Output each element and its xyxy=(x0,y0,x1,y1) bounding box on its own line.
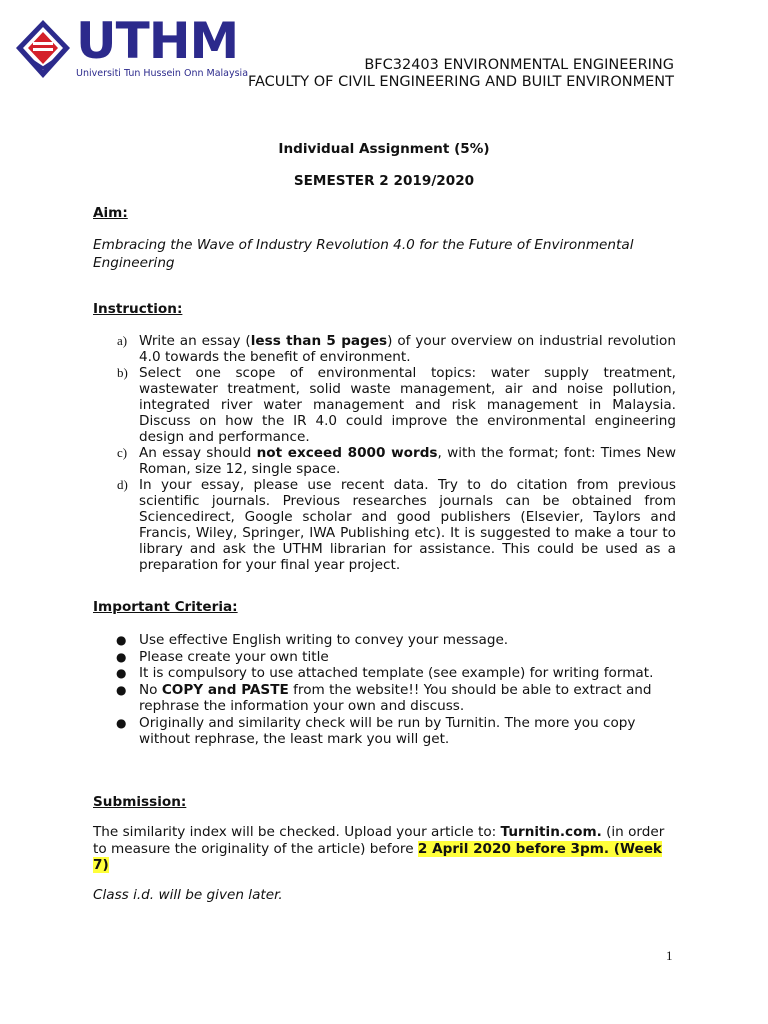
criteria-heading: Important Criteria: xyxy=(93,599,238,615)
submission-text xyxy=(93,824,676,874)
item-text-end: , with the format; font: Times New Roman, size 12, single space. xyxy=(139,445,676,477)
criteria-item xyxy=(93,682,676,715)
deadline-highlight: 2 April 2020 before 3pm. (Week 7) xyxy=(93,840,662,873)
instruction-item xyxy=(93,333,676,365)
list-marker: b) xyxy=(117,365,128,380)
bullet-icon: ● xyxy=(116,666,127,680)
item-text: Select one scope of environmental topics: water supply treatment, wastewater treatment, solid waste management, air and noise pollution, integrated river water management and risk management in Malaysia. Discuss on how the IR 4.0 could improve the environmental engineering design and performance. xyxy=(139,365,676,445)
instruction-list xyxy=(93,333,676,573)
logo-tagline: Universiti Tun Hussein Onn Malaysia xyxy=(76,68,249,79)
bullet-icon: ● xyxy=(116,682,127,697)
item-emphasis: COPY and PASTE xyxy=(161,681,289,698)
faculty-name: FACULTY OF CIVIL ENGINEERING AND BUILT ENVIRONMENT xyxy=(247,74,674,90)
instruction-item xyxy=(93,477,676,573)
bullet-icon: ● xyxy=(116,715,127,730)
list-marker: a) xyxy=(117,333,128,348)
list-marker: d) xyxy=(117,477,128,492)
item-text-end: ) of your overview on industrial revolution 4.0 towards the benefit of environment. xyxy=(139,333,676,365)
semester-label: SEMESTER 2 2019/2020 xyxy=(293,173,475,189)
logo-wordmark: UTHM xyxy=(76,12,239,70)
item-emphasis: not exceed 8000 words xyxy=(256,445,438,461)
list-marker: c) xyxy=(117,445,128,460)
assignment-title: Individual Assignment (5%) xyxy=(278,141,490,157)
item-text: Write an essay ( xyxy=(139,333,251,349)
class-id-note: Class i.d. will be given later. xyxy=(93,887,283,903)
item-text: Use effective English writing to convey your message. xyxy=(139,632,509,648)
uthm-crest-icon xyxy=(14,18,72,80)
item-text: In your essay, please use recent data. Try to do citation from previous scientific journals. Previous researches journals can be obtained from Sciencedirect, Google scholar and good publishers (Elsevier, Taylors and Francis, Wiley, Springer, IWA Publishing etc). It is suggested to make a tour to library and ask the UTHM librarian for assistance. This could be used as a preparation for your final year project. xyxy=(139,477,676,573)
criteria-item xyxy=(93,665,676,682)
instruction-item xyxy=(93,445,676,477)
instruction-item xyxy=(93,365,676,445)
bullet-icon: ● xyxy=(116,649,127,664)
item-text: An essay should xyxy=(139,445,257,461)
item-text: It is compulsory to use attached template (see example) for writing format. xyxy=(139,665,654,681)
course-code-title: BFC32403 ENVIRONMENTAL ENGINEERING xyxy=(364,57,674,73)
criteria-item xyxy=(93,649,676,666)
item-text: Please create your own title xyxy=(139,648,329,665)
criteria-list xyxy=(93,632,676,748)
page-number: 1 xyxy=(666,948,673,963)
submission-text-start: The similarity index will be checked. Upload your article to: xyxy=(93,824,501,840)
bullet-icon: ● xyxy=(116,633,127,647)
criteria-item xyxy=(93,632,676,649)
submission-text-mid: (in order to measure the originality of the article) before xyxy=(93,824,665,857)
criteria-item xyxy=(93,715,676,748)
turnitin-site: Turnitin.com. xyxy=(500,824,602,840)
item-emphasis: less than 5 pages xyxy=(250,333,388,349)
aim-text: Embracing the Wave of Industry Revolution 4.0 for the Future of Environmental Engineering xyxy=(93,237,634,271)
uthm-logo xyxy=(14,12,250,80)
item-text: No xyxy=(139,681,162,698)
item-text: Originally and similarity check will be run by Turnitin. The more you copy without rephrase, the least mark you will get. xyxy=(139,714,636,747)
item-text-end: from the website!! You should be able to extract and rephrase the information your own and discuss. xyxy=(139,681,652,714)
instruction-heading: Instruction: xyxy=(93,301,183,317)
aim-heading: Aim: xyxy=(93,205,128,221)
submission-heading: Submission: xyxy=(93,794,187,810)
